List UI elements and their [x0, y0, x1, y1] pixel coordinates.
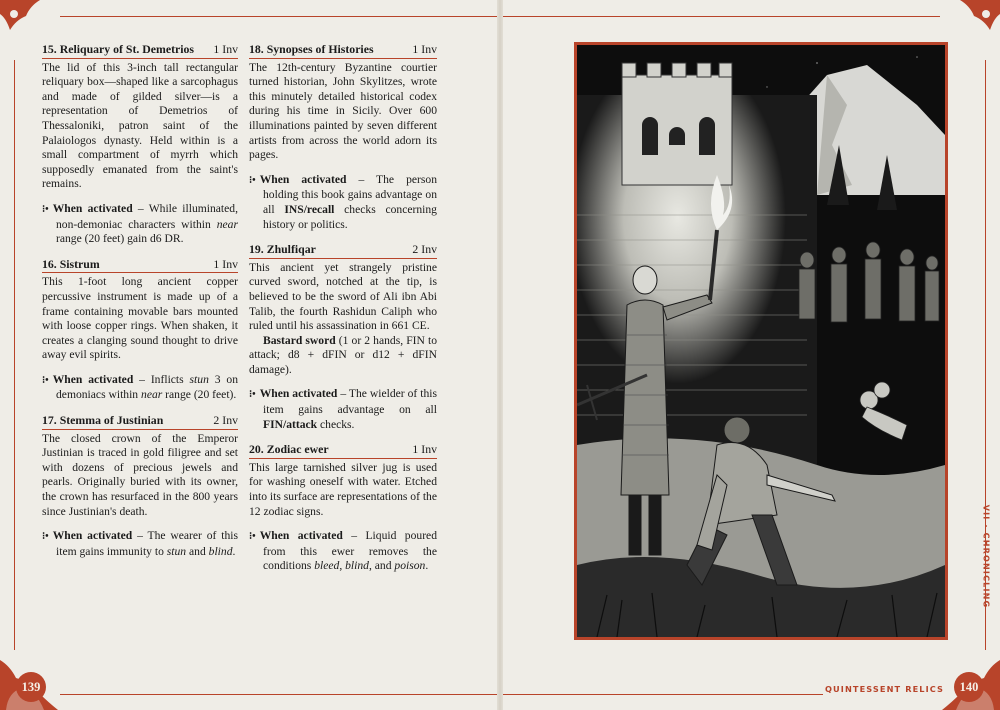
relic-title: 15. Reliquary of St. Demetrios [42, 42, 195, 56]
activation-text: – Inflicts [133, 372, 190, 386]
chapter-side-tab [976, 500, 990, 620]
running-footer-title: QUINTESSENT RELICS [825, 684, 945, 694]
activation-text: range (20 feet). [162, 388, 237, 402]
relic-heading [249, 42, 437, 59]
relic-description: This large tarnished silver jug is used for washing oneself with water. Etched into its surface are representations of the 12 zodiac signs. [249, 460, 438, 518]
relic-entry [42, 413, 238, 559]
text-column-left [42, 42, 238, 569]
relic-entry [42, 42, 238, 247]
text-column-right [249, 42, 437, 584]
activation-emphasis: blind [208, 544, 233, 558]
activation-text: , and [368, 559, 395, 573]
page-number-right: 140 [954, 672, 984, 702]
relic-description: The closed crown of the Emperor Justinian is traced in gold filigree and set with dozens of precious jewels and pearls. Originally buried with its owner, the crown has resurfaced in the 800 years since Justinian's death. [42, 431, 238, 518]
activation-text: . [425, 559, 429, 573]
relic-heading [249, 242, 437, 259]
top-rule-right [503, 16, 940, 17]
activation-text: – The wearer of this item gains immunity to [56, 529, 239, 558]
relic-entry [42, 257, 238, 403]
relic-inventory: 2 Inv [412, 242, 437, 257]
activation-label: When activated [259, 172, 347, 186]
bullet-icon: ⁝• [249, 174, 256, 186]
relic-heading [42, 257, 238, 274]
activation-label: When activated [52, 372, 134, 386]
activation-emphasis: near [141, 388, 163, 402]
bullet-icon: ⁝• [249, 389, 256, 401]
relic-activation [249, 173, 437, 232]
weapon-label: Bastard sword [263, 333, 336, 347]
bottom-rule-right [503, 694, 823, 695]
relic-activation [42, 373, 238, 403]
activation-text: 3 on demoniacs within [56, 372, 239, 402]
activation-text: – While illuminated, non-demoniac characters within [56, 201, 238, 231]
bullet-icon: ⁝• [42, 374, 49, 386]
illustration-panel [574, 42, 948, 640]
activation-label: When activated [52, 529, 133, 543]
activation-emphasis: near [216, 217, 238, 231]
relic-title: 20. Zodiac ewer [249, 442, 329, 457]
top-rule-left [60, 16, 497, 17]
activation-text: – The wielder of this item gains advantage on all [263, 387, 438, 417]
relic-heading [42, 42, 238, 59]
activation-emphasis: poison [394, 559, 426, 573]
activation-text: checks. [317, 417, 355, 431]
activation-text: . [232, 544, 236, 558]
left-edge-rule [14, 60, 15, 650]
relic-entry [249, 42, 437, 232]
relic-entry [249, 442, 437, 574]
activation-emphasis: stun [189, 372, 209, 386]
relic-title: 19. Zhulfiqar [249, 242, 316, 257]
relic-title: 18. Synopses of Histories [249, 42, 374, 56]
bullet-icon: ⁝• [42, 203, 49, 215]
book-gutter [497, 0, 503, 710]
relic-inventory: 2 Inv [213, 413, 238, 428]
bottom-rule-left [60, 694, 497, 695]
page-number-left: 139 [16, 672, 46, 702]
activation-text: – The person holding this book gains advantage on all [263, 172, 438, 216]
weapon-text: (1 or 2 hands, FIN to attack; d8 + dFIN or d12 + dFIN damage). [249, 333, 437, 376]
relic-description: This 1-foot long ancient copper percussive instrument is made up of a frame containing movable bars mounted with loose copper rings. When shaken, it creates a clanging sound thought to drive away evil spirits. [42, 275, 238, 362]
relic-inventory: 1 Inv [213, 256, 238, 271]
illustration-torchbearer-scene-icon [577, 45, 945, 637]
relic-entry [249, 242, 437, 432]
weapon-stats [249, 334, 437, 378]
relic-description: The 12th-century Byzantine courtier turned historian, John Skylitzes, wrote this minutely detailed historical codex during his time in Sicily. Over 600 illuminations painted by seven different artists from across the world adorn its pages. [249, 60, 437, 162]
activation-check: INS/recall [284, 202, 335, 216]
relic-activation [42, 529, 238, 559]
activation-emphasis: blind [345, 559, 369, 573]
relic-title: 16. Sistrum [42, 256, 100, 271]
relic-heading [42, 413, 238, 430]
activation-label: When activated [259, 387, 338, 401]
activation-label: When activated [52, 201, 133, 215]
relic-title: 17. Stemma of Justinian [42, 413, 164, 428]
relic-activation [42, 202, 238, 247]
relic-inventory: 1 Inv [213, 42, 238, 56]
relic-activation [249, 529, 437, 574]
relic-description: The lid of this 3-inch tall rectangular reliquary box—shaped like a sarcophagus and made of gilded silver—is a representation of Demetrios of Thessaloniki, patron saint of the Palaiologos dynasty. Held within is a small compartment of myrrh which supposedly emanated from the saint's remains. [42, 60, 238, 191]
bullet-icon: ⁝• [42, 531, 49, 543]
activation-text: , [339, 559, 346, 573]
activation-text: checks concerning history or politics. [263, 202, 437, 231]
corner-ornament-icon [942, 0, 1000, 58]
activation-text: and [186, 544, 209, 558]
bullet-icon: ⁝• [249, 531, 256, 543]
relic-description: This ancient yet strangely pristine curved sword, notched at the tip, is believed to be the sword of Ali ibn Abi Talib, the fourth Rashidun Caliph who ruled until his assassination in 661 CE. [249, 260, 437, 333]
relic-inventory: 1 Inv [412, 442, 437, 457]
activation-emphasis: bleed [314, 559, 340, 573]
activation-text: – Liquid poured from this ewer removes the conditions [263, 529, 437, 573]
relic-inventory: 1 Inv [412, 42, 437, 56]
activation-check: FIN/attack [263, 417, 318, 431]
activation-label: When activated [259, 529, 343, 543]
relic-heading [249, 442, 437, 459]
activation-text: range (20 feet) gain d6 DR. [56, 232, 184, 246]
relic-activation [249, 387, 437, 432]
chapter-side-tab-label: VII · CHRONICLING [981, 504, 991, 609]
activation-emphasis: stun [166, 544, 187, 558]
